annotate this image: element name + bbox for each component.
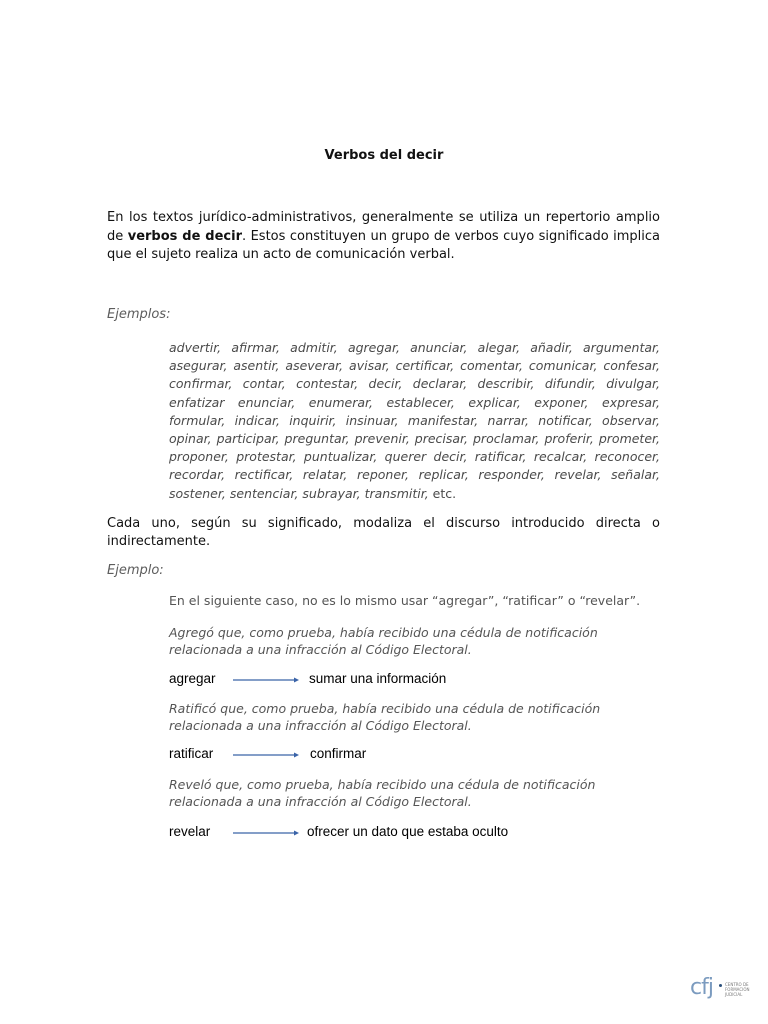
intro-bold-term: verbos de decir — [127, 228, 242, 244]
case-verb: revelar — [169, 824, 211, 839]
intro-paragraph — [107, 209, 660, 265]
intro-text-after: . Estos constituyen un grupo de verbos cuyo significado implica que el sujeto realiza un acto de comunicación verbal. — [107, 228, 661, 262]
logo-mark: cfj — [690, 975, 713, 1000]
case-sentence-agregar: Agregó que, como prueba, había recibido una cédula de notificación relacionada a una infracción al Código Electoral. — [169, 625, 598, 657]
case-verb: ratificar — [169, 746, 214, 761]
verbs-list-text: advertir, afirmar, admitir, agregar, anunciar, alegar, añadir, argumentar, asegurar, asentir, aseverar, avisar, certificar, comentar, comunicar, confesar, confirmar, contar, contestar, decir, declarar, describir, difundir, divulgar, enfatizar enunciar, enumerar, establecer, explicar, exponer, expresar, formular, indicar, inquirir, insinuar, manifestar, narrar, notificar, observar, opinar, participar, preguntar, prevenir, precisar, proclamar, proferir, prometer, proponer, protestar, puntualizar, querer decir, ratificar, recalcar, reconocer, recordar, rectificar, relatar, reponer, replicar, responder, revelar, señalar, sostener, sentenciar, subrayar, transmitir, — [169, 340, 660, 501]
arrow-icon — [233, 828, 299, 838]
case-meaning: sumar una información — [309, 671, 447, 686]
intro-text-before: En los textos jurídico-administrativos, generalmente se utiliza un repertorio amplio de — [107, 210, 660, 244]
case-note: En el siguiente caso, no es lo mismo usar “agregar”, “ratificar” o “revelar”. — [169, 593, 641, 608]
case-meaning: confirmar — [310, 746, 367, 761]
case-sentence-ratificar: Ratificó que, como prueba, había recibido una cédula de notificación relacionada a una infracción al Código Electoral. — [169, 701, 601, 733]
cada-uno-paragraph: Cada uno, según su significado, modaliza el discurso introducido directa o indirectamente. — [107, 516, 660, 549]
verbs-list — [169, 339, 660, 503]
arrow-icon — [233, 675, 299, 685]
arrow-icon — [233, 750, 299, 760]
page-title: Verbos del decir — [324, 148, 444, 163]
case-row-agregar — [169, 671, 569, 691]
case-sentence-revelar: Reveló que, como prueba, había recibido una cédula de notificación relacionada a una infracción al Código Electoral. — [169, 777, 596, 809]
case-row-ratificar — [169, 746, 569, 766]
case-meaning: ofrecer un dato que estaba oculto — [307, 824, 509, 839]
logo-tagline: CENTRO DE FORMACIÓN JUDICIAL — [725, 982, 750, 997]
logo-dot — [719, 984, 722, 987]
examples-label: Ejemplos: — [107, 307, 171, 322]
case-verb: agregar — [169, 671, 216, 686]
verbs-etc: etc. — [428, 485, 457, 501]
example-label: Ejemplo: — [107, 563, 164, 578]
cfj-logo — [690, 975, 750, 1009]
case-row-revelar — [169, 824, 589, 844]
